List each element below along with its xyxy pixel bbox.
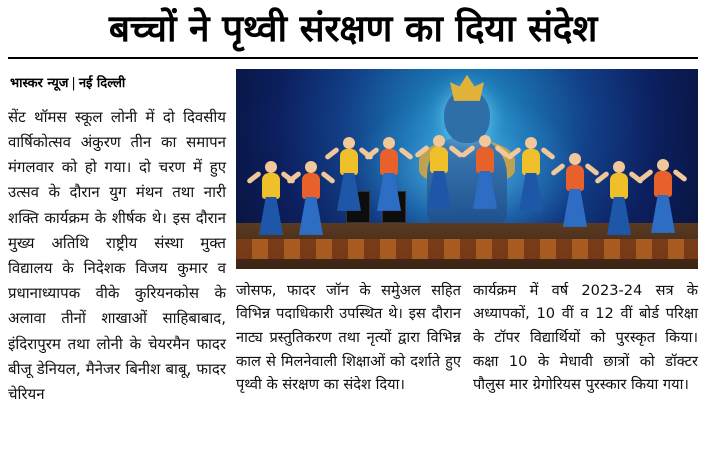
performer-head bbox=[613, 161, 625, 173]
performer-top bbox=[610, 173, 628, 199]
performer-skirt bbox=[563, 189, 587, 227]
performer-top bbox=[262, 173, 280, 199]
lower-columns bbox=[236, 279, 698, 397]
performer bbox=[650, 159, 676, 233]
performer-skirt bbox=[473, 171, 497, 209]
column-left bbox=[8, 69, 226, 449]
column-right bbox=[236, 69, 698, 449]
performer-top bbox=[340, 149, 358, 175]
performer-skirt bbox=[607, 197, 631, 235]
performer-top bbox=[476, 147, 494, 173]
performer-skirt bbox=[259, 197, 283, 235]
performer bbox=[518, 137, 544, 211]
performer-head bbox=[433, 135, 445, 147]
page-title: बच्चों ने पृथ्वी संरक्षण का दिया संदेश bbox=[108, 7, 598, 50]
deity-crown-icon bbox=[450, 75, 484, 101]
performer-top bbox=[380, 149, 398, 175]
performer-head bbox=[569, 153, 581, 165]
performer bbox=[472, 135, 498, 209]
byline-location: नई दिल्ली bbox=[78, 75, 126, 91]
performer-skirt bbox=[377, 173, 401, 211]
performer-head bbox=[343, 137, 355, 149]
byline bbox=[10, 73, 226, 91]
column-far-right bbox=[473, 279, 698, 397]
performer-skirt bbox=[337, 173, 361, 211]
performer-top bbox=[430, 147, 448, 173]
performer-top bbox=[654, 171, 672, 197]
performer-head bbox=[479, 135, 491, 147]
performer bbox=[336, 137, 362, 211]
performer-top bbox=[566, 165, 584, 191]
stage-front-band bbox=[236, 239, 698, 259]
paragraph-middle: जोसफ, फादर जॉन के समेुअल सहित विभिन्न पदाधिकारी उपस्थित थे। इस दौरान नाट्य प्रस्तुतिकरण तथा नृत्यों द्वारा विभिन्न काल से मिलनेवाली शिक्षाओं को दर्शाते हुए पृथ्वी के संरक्षण का संदेश दिया। bbox=[236, 281, 461, 394]
performer-top bbox=[302, 173, 320, 199]
performer-top bbox=[522, 149, 540, 175]
article-body bbox=[8, 69, 698, 449]
byline-source: भास्कर न्यूज bbox=[10, 75, 69, 91]
performer bbox=[298, 161, 324, 235]
performer bbox=[376, 137, 402, 211]
performer-head bbox=[657, 159, 669, 171]
headline-divider bbox=[8, 57, 698, 59]
performer-skirt bbox=[651, 195, 675, 233]
performer-head bbox=[525, 137, 537, 149]
performer-head bbox=[305, 161, 317, 173]
performer bbox=[426, 135, 452, 209]
performer-head bbox=[265, 161, 277, 173]
performer bbox=[606, 161, 632, 235]
paragraph-left: सेंट थॉमस स्कूल लोनी में दो दिवसीय वार्षिकोत्सव अंकुरण तीन का समापन मंगलवार को हो गया। दो चरण में हुए उत्सव के दौरान युग मंथन तथा नारी शक्ति कार्यक्रम के शीर्षक थे। इस दौरान मुख्य अतिथि राष्ट्रीय संस्था मुक्त विद्यालय के निदेशक विजय कुमार व प्रधानाध्यापक वीके कुरियनकोस के अलावा तीनों शाखाओं साहिबाबाद, इंदिरापुरम तथा लोनी के चेयरमैन फादर बीजू डेनियल, मैनेजर बिनीश बाबू, फादर चेरियन bbox=[8, 107, 226, 403]
byline-separator: | bbox=[71, 75, 76, 91]
performer bbox=[562, 153, 588, 227]
column-middle bbox=[236, 279, 461, 397]
paragraph-right: कार्यक्रम में वर्ष 2023-24 सत्र के अध्यापकों, 10 वीं व 12 वीं बोर्ड परिक्षा के टॉपर विद्यार्थियों को पुरस्कृत किया। कक्षा 10 के मेधावी छात्रों को डॉक्टर पौलुस मार ग्रेगोरियस पुरस्कार किया गया। bbox=[473, 281, 698, 394]
performer-skirt bbox=[427, 171, 451, 209]
performer-head bbox=[383, 137, 395, 149]
stage-performance-photo bbox=[236, 69, 698, 269]
performer-skirt bbox=[519, 173, 543, 211]
performer bbox=[258, 161, 284, 235]
performer-skirt bbox=[299, 197, 323, 235]
